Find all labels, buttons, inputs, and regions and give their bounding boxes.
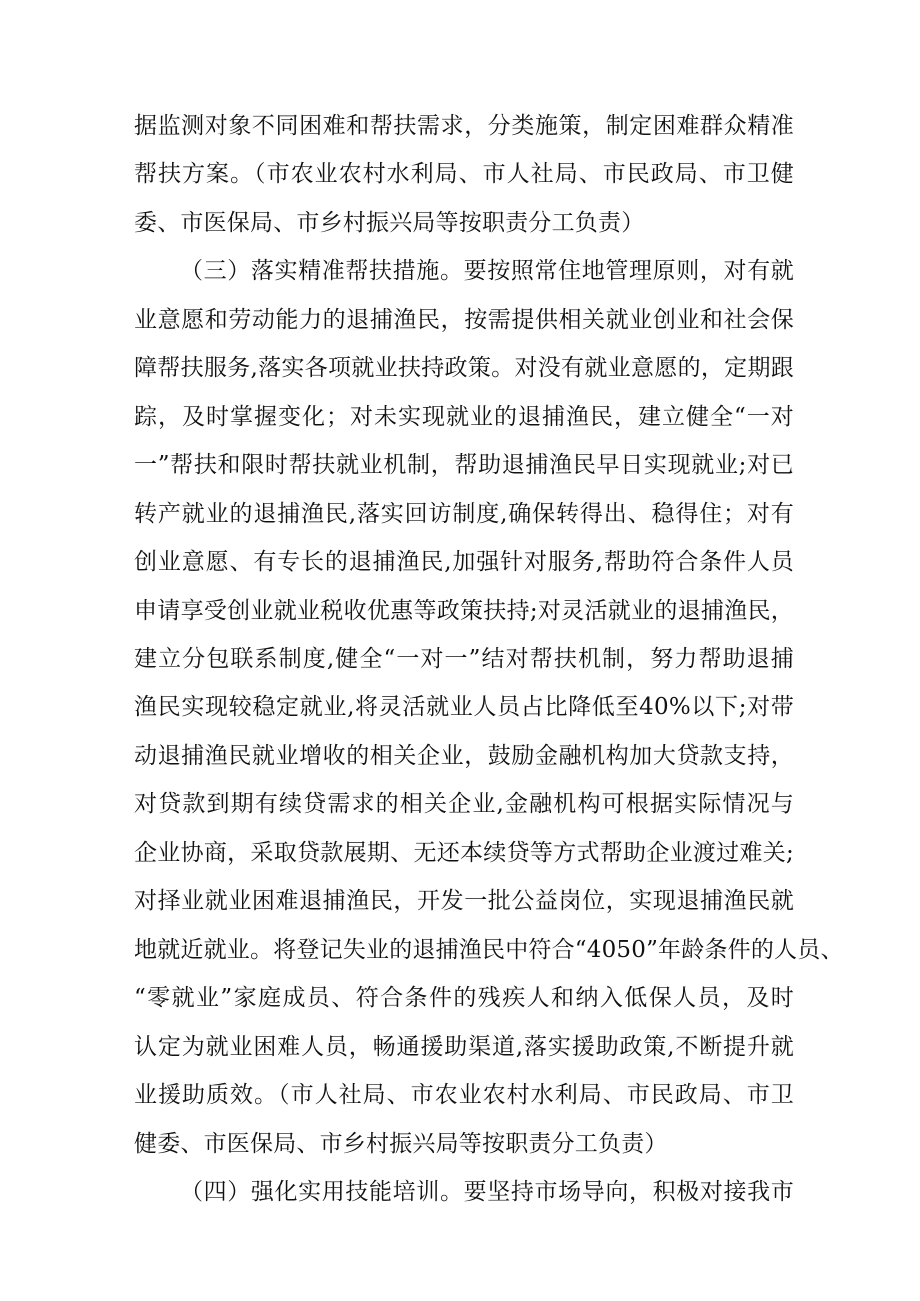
text-line-1: 据监测对象不同困难和帮扶需求，分类施策，制定困难群众精准 xyxy=(134,113,794,139)
text-line-15: 对贷款到期有续贷需求的相关企业,金融机构可根据实际情况与 xyxy=(134,791,794,818)
text-line-12: 建立分包联系制度,健全“一对一”结对帮扶机制，努力帮助退捕 xyxy=(134,645,794,672)
text-line-21: 业援助质效。（市人社局、市农业农村水利局、市民政局、市卫 xyxy=(134,1082,794,1109)
text-line-20: 认定为就业困难人员，畅通援助渠道,落实援助政策,不断提升就 xyxy=(134,1033,794,1060)
text-line-7: 踪，及时掌握变化；对未实现就业的退捕渔民，建立健全“一对 xyxy=(134,403,794,430)
text-line-16: 企业协商，采取贷款展期、无还本续贷等方式帮助企业渡过难关; xyxy=(134,839,794,866)
text-line-18: 地就近就业。将登记失业的退捕渔民中符合“4050”年龄条件的人员、 xyxy=(134,936,844,963)
text-line-22: 健委、市医保局、市乡村振兴局等按职责分工负责） xyxy=(134,1130,668,1157)
section-4-heading-line: （四）强化实用技能培训。要坚持市场导向，积极对接我市 xyxy=(180,1178,794,1205)
text-line-13: 渔民实现较稳定就业,将灵活就业人员占比降低至40%以下;对带 xyxy=(134,694,794,721)
text-line-11: 申请享受创业就业税收优惠等政策扶持;对灵活就业的退捕渔民， xyxy=(134,597,794,624)
section-3-heading-line: （三）落实精准帮扶措施。要按照常住地管理原则，对有就 xyxy=(180,258,794,285)
text-line-10: 创业意愿、有专长的退捕渔民,加强针对服务,帮助符合条件人员 xyxy=(134,549,794,576)
text-line-9: 转产就业的退捕渔民,落实回访制度,确保转得出、稳得住；对有 xyxy=(134,500,794,527)
text-line-19: “零就业”家庭成员、符合条件的残疾人和纳入低保人员，及时 xyxy=(134,985,794,1012)
text-line-2: 帮扶方案。（市农业农村水利局、市人社局、市民政局、市卫健 xyxy=(134,161,794,188)
text-line-14: 动退捕渔民就业增收的相关企业，鼓励金融机构加大贷款支持， xyxy=(134,742,794,769)
text-line-3: 委、市医保局、市乡村振兴局等按职责分工负责） xyxy=(134,209,645,236)
text-line-6: 障帮扶服务,落实各项就业扶持政策。对没有就业意愿的，定期跟 xyxy=(134,355,794,382)
document-body xyxy=(134,102,844,1216)
text-line-8: 一”帮扶和限时帮扶就业机制，帮助退捕渔民早日实现就业;对已 xyxy=(134,452,794,479)
text-line-5: 业意愿和劳动能力的退捕渔民，按需提供相关就业创业和社会保 xyxy=(134,306,794,333)
text-line-17: 对择业就业困难退捕渔民，开发一批公益岗位，实现退捕渔民就 xyxy=(134,888,794,915)
